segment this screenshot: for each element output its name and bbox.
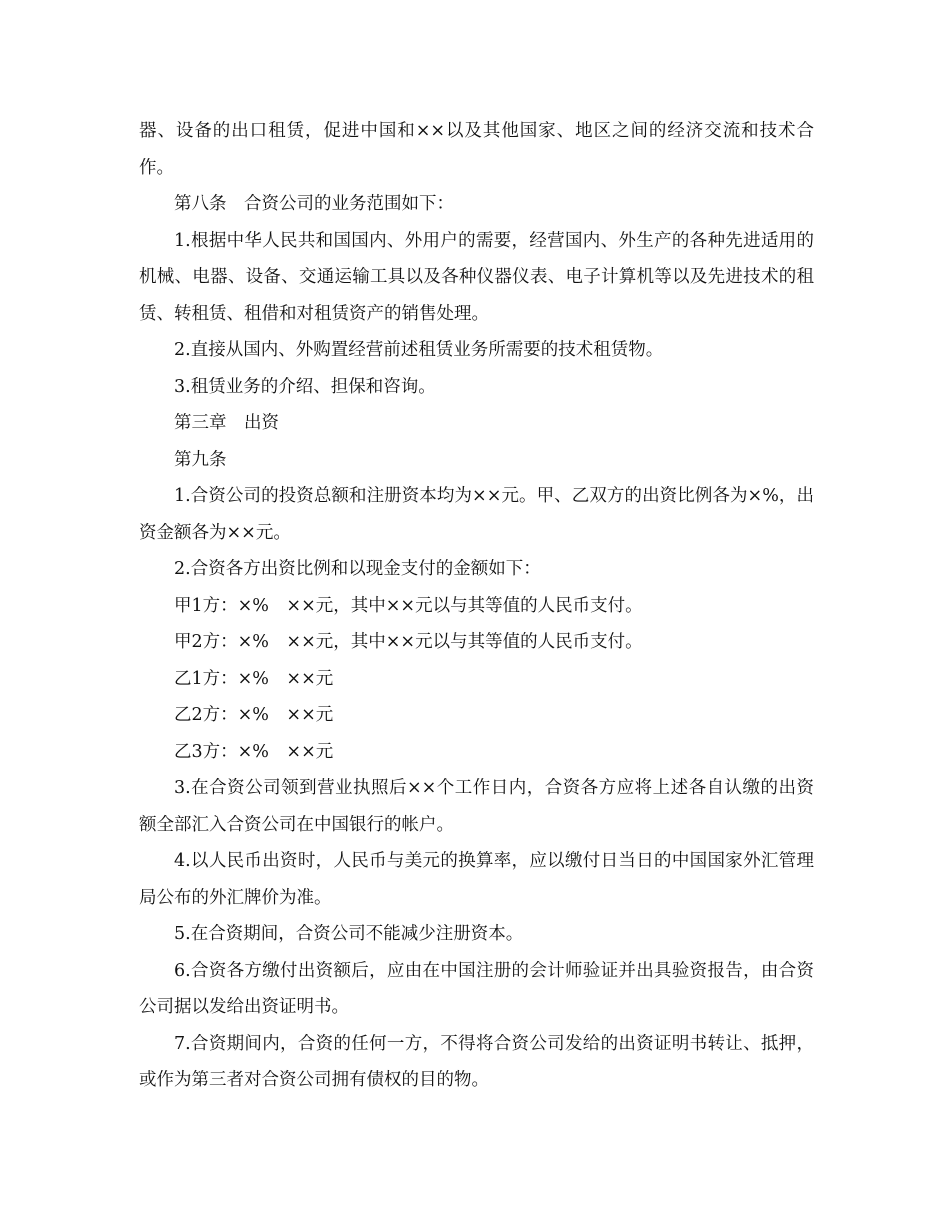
article-9-item-7: 7.合资期间内，合资的任何一方，不得将合资公司发给的出资证明书转让、抵押，或作为第三者对合资公司拥有债权的目的物。 (139, 1033, 814, 1090)
article-9-item-2: 2.合资各方出资比例和以现金支付的金额如下： (174, 559, 541, 579)
contribution-party-b3: 乙3方：×% ××元 (174, 741, 334, 762)
contribution-party-b2: 乙2方：×% ××元 (174, 705, 334, 725)
article-9-heading: 第九条 (174, 449, 227, 470)
article-9-item-5: 5.在合资期间，合资公司不能减少注册资本。 (174, 924, 524, 944)
article-8-heading: 第八条 合资公司的业务范围如下： (174, 194, 454, 214)
contribution-party-b1: 乙1方：×% ××元 (174, 668, 334, 689)
article-9-item-1: 1.合资公司的投资总额和注册资本均为××元。甲、乙双方的出资比例各为×%，出资金额各为××元。 (139, 486, 814, 543)
article-9-item-4: 4.以人民币出资时，人民币与美元的换算率，应以缴付日当日的中国国家外汇管理局公布的外汇牌价为准。 (139, 851, 814, 908)
article-9-item-6: 6.合资各方缴付出资额后，应由在中国注册的会计师验证并出具验资报告，由合资公司据以发给出资证明书。 (139, 960, 814, 1017)
article-8-item-1: 1.根据中华人民共和国国内、外用户的需要，经营国内、外生产的各种先进适用的机械、电器、设备、交通运输工具以及各种仪器仪表、电子计算机等以及先进技术的租赁、转租赁、租借和对租赁资产的销售处理。 (139, 230, 814, 324)
paragraph-continuation: 器、设备的出口租赁，促进中国和××以及其他国家、地区之间的经济交流和技术合作。 (139, 121, 814, 178)
article-8-item-2: 2.直接从国内、外购置经营前述租赁业务所需要的技术租赁物。 (174, 340, 664, 360)
chapter-3-heading: 第三章 出资 (174, 413, 279, 433)
article-9-item-3: 3.在合资公司领到营业执照后××个工作日内，合资各方应将上述各自认缴的出资额全部汇入合资公司在中国银行的帐户。 (139, 778, 814, 835)
contribution-party-a1: 甲1方：×% ××元，其中××元以与其等值的人民币支付。 (174, 595, 643, 616)
article-8-item-3: 3.租赁业务的介绍、担保和咨询。 (174, 376, 436, 397)
document-body (139, 113, 814, 1099)
contribution-party-a2: 甲2方：×% ××元，其中××元以与其等值的人民币支付。 (174, 632, 643, 652)
